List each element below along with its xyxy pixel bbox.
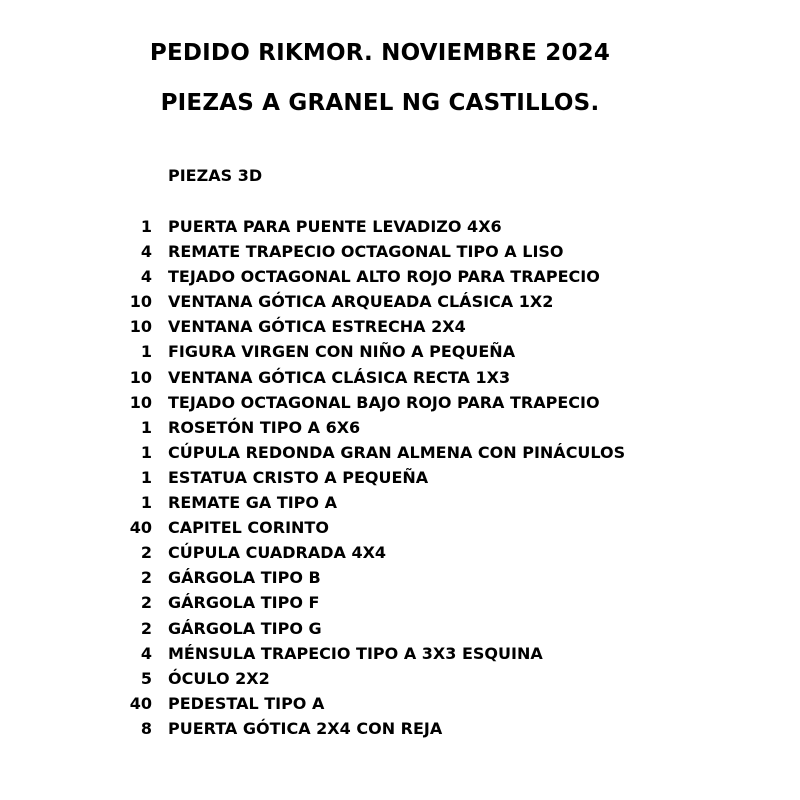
item-quantity: 1 — [140, 342, 152, 362]
list-item — [0, 365, 800, 390]
item-quantity: 1 — [140, 442, 152, 462]
item-quantity: 2 — [140, 593, 152, 613]
item-quantity: 4 — [140, 643, 152, 663]
item-description: REMATE GA TIPO A — [168, 493, 337, 513]
item-quantity: 10 — [129, 392, 152, 412]
item-description: CÚPULA CUADRADA 4X4 — [168, 543, 387, 563]
item-quantity: 1 — [140, 417, 152, 437]
item-quantity: 10 — [129, 292, 152, 312]
item-description: REMATE TRAPECIO OCTAGONAL TIPO A LISO — [168, 242, 564, 262]
item-description: MÉNSULA TRAPECIO TIPO A 3X3 ESQUINA — [168, 643, 543, 663]
item-quantity: 1 — [140, 493, 152, 513]
item-quantity: 40 — [129, 518, 152, 538]
item-quantity: 10 — [129, 367, 152, 387]
item-quantity: 2 — [140, 543, 152, 563]
item-quantity: 4 — [140, 242, 152, 262]
item-quantity: 40 — [129, 693, 152, 713]
item-quantity: 5 — [140, 668, 152, 688]
item-quantity: 4 — [140, 267, 152, 287]
list-item — [0, 465, 800, 490]
item-quantity: 8 — [140, 718, 152, 738]
list-item — [0, 515, 800, 540]
item-description: CAPITEL CORINTO — [168, 518, 329, 538]
list-item — [0, 415, 800, 440]
item-description: TEJADO OCTAGONAL ALTO ROJO PARA TRAPECIO — [168, 267, 600, 287]
list-item — [0, 540, 800, 565]
item-quantity: 1 — [140, 467, 152, 487]
section-heading: PIEZAS 3D — [168, 166, 263, 185]
list-item — [0, 390, 800, 415]
list-item — [0, 339, 800, 364]
list-item — [0, 264, 800, 289]
item-description: ROSETÓN TIPO A 6X6 — [168, 417, 361, 437]
order-item-list — [0, 214, 800, 741]
list-item — [0, 239, 800, 264]
list-item — [0, 666, 800, 691]
item-description: GÁRGOLA TIPO G — [168, 618, 322, 638]
list-item — [0, 314, 800, 339]
item-description: VENTANA GÓTICA CLÁSICA RECTA 1X3 — [168, 367, 511, 387]
item-description: PUERTA PARA PUENTE LEVADIZO 4X6 — [168, 217, 502, 236]
item-description: VENTANA GÓTICA ARQUEADA CLÁSICA 1X2 — [168, 292, 554, 312]
item-quantity: 2 — [140, 618, 152, 638]
item-description: TEJADO OCTAGONAL BAJO ROJO PARA TRAPECIO — [168, 392, 600, 412]
list-item — [0, 590, 800, 615]
item-quantity: 1 — [140, 217, 152, 236]
item-description: PUERTA GÓTICA 2X4 CON REJA — [168, 718, 443, 738]
list-item — [0, 565, 800, 590]
item-quantity: 2 — [140, 568, 152, 588]
list-item — [0, 641, 800, 666]
list-item — [0, 616, 800, 641]
item-description: PEDESTAL TIPO A — [168, 693, 325, 713]
item-description: ÓCULO 2X2 — [168, 668, 270, 688]
item-description: FIGURA VIRGEN CON NIÑO A PEQUEÑA — [168, 342, 516, 362]
document-title: PEDIDO RIKMOR. NOVIEMBRE 2024 — [149, 40, 611, 66]
item-description: ESTATUA CRISTO A PEQUEÑA — [168, 467, 429, 487]
list-item — [0, 289, 800, 314]
item-description: VENTANA GÓTICA ESTRECHA 2X4 — [168, 317, 466, 337]
item-description: GÁRGOLA TIPO F — [168, 593, 320, 613]
list-item — [0, 214, 800, 239]
document-subtitle: PIEZAS A GRANEL NG CASTILLOS. — [160, 90, 600, 116]
list-item — [0, 716, 800, 741]
list-item — [0, 440, 800, 465]
list-item — [0, 490, 800, 515]
list-item — [0, 691, 800, 716]
item-quantity: 10 — [129, 317, 152, 337]
item-description: GÁRGOLA TIPO B — [168, 568, 321, 588]
item-description: CÚPULA REDONDA GRAN ALMENA CON PINÁCULOS — [168, 442, 626, 462]
